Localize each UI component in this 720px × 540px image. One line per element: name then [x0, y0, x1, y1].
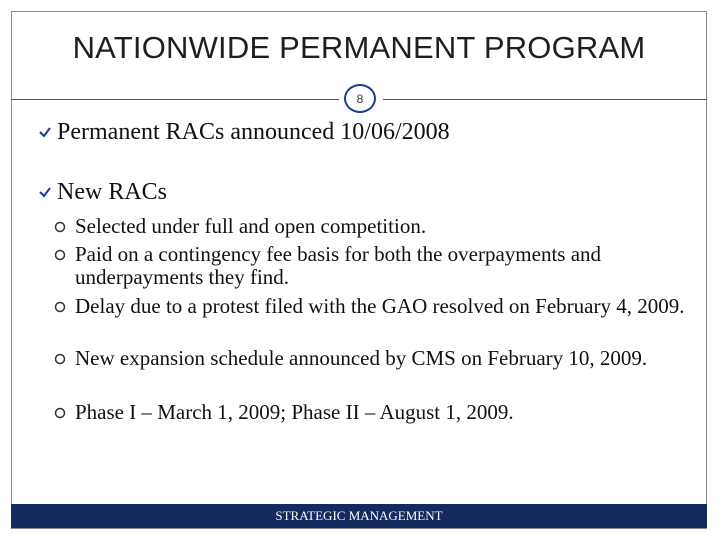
slide-title: NATIONWIDE PERMANENT PROGRAM	[72, 30, 646, 65]
bullet-text: Permanent RACs announced 10/06/2008	[57, 119, 450, 145]
bullet-text: New RACs	[57, 179, 168, 205]
circle-bullet-icon	[54, 407, 66, 419]
sub-bullet-text: Selected under full and open competition.	[75, 214, 427, 238]
title-divider-left	[11, 99, 339, 100]
circle-bullet-icon	[54, 221, 66, 233]
footer-bar	[11, 504, 707, 528]
circle-bullet-icon	[54, 301, 66, 313]
title-divider-right	[383, 99, 707, 100]
page-number: 8	[356, 91, 364, 106]
sub-bullet-text: Phase I – March 1, 2009; Phase II – August 1, 2009.	[75, 400, 514, 424]
page-number-badge	[344, 84, 376, 113]
circle-bullet-icon	[54, 249, 66, 261]
sub-bullet-text: New expansion schedule announced by CMS on February 10, 2009.	[75, 346, 648, 370]
bullet-icon	[38, 126, 52, 140]
bullet-icon	[38, 186, 52, 200]
sub-bullet-text: Paid on a contingency fee basis for both the overpayments and underpayments they find.	[75, 242, 602, 289]
sub-bullet-text: Delay due to a protest filed with the GAO resolved on February 4, 2009.	[75, 294, 685, 318]
footer-label: STRATEGIC MANAGEMENT	[275, 508, 443, 523]
circle-bullet-icon	[54, 353, 66, 365]
